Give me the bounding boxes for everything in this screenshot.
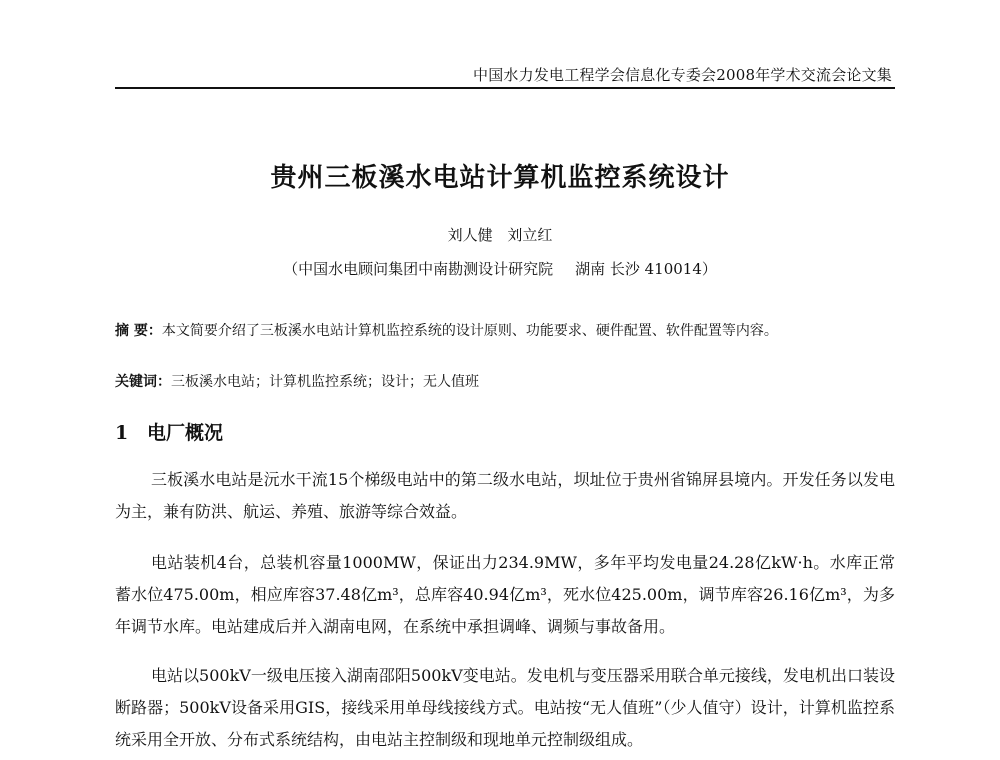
- body-paragraph-3: 电站以500kV一级电压接入湖南邵阳500kV变电站。发电机与变压器采用联合单元接线，发电机出口装设断路器；500kV设备采用GIS，接线采用单母线接线方式。电站按“无人值班”（少人值守）设计，计算机监控系统采用全开放、分布式系统结构，由电站主控制级和现地单元控制级组成。: [115, 666, 895, 749]
- keywords-label: 关键词：: [115, 374, 171, 390]
- keywords: [115, 371, 895, 391]
- running-head: 中国水力发电工程学会信息化专委会2008年学术交流会论文集: [473, 66, 892, 84]
- header-rule: [115, 87, 895, 89]
- section-title: 电厂概况: [147, 422, 224, 444]
- affiliation-org: （中国水电顾问集团中南勘测设计研究院: [283, 260, 554, 278]
- body-paragraph-2: 电站装机4台，总装机容量1000MW，保证出力234.9MW，多年平均发电量24.28亿kW·h。水库正常蓄水位475.00m，相应库容37.48亿m³，总库容40.94亿m³，死水位425.00m，调节库容26.16亿m³，为多年调节水库。电站建成后并入湖南电网，在系统中承担调峰、调频与事故备用。: [115, 553, 895, 636]
- affiliation-location: 湖南 长沙 410014）: [575, 260, 717, 278]
- body-paragraph-1: 三板溪水电站是沅水干流15个梯级电站中的第二级水电站，坝址位于贵州省锦屏县境内。开发任务以发电为主，兼有防洪、航运、养殖、旅游等综合效益。: [115, 470, 895, 521]
- abstract-text: 本文简要介绍了三板溪水电站计算机监控系统的设计原则、功能要求、硬件配置、软件配置等内容。: [161, 323, 778, 339]
- section-heading: [115, 418, 223, 445]
- paper-affiliation: [0, 258, 1000, 279]
- abstract-label: 摘 要：: [115, 323, 162, 339]
- abstract: [115, 320, 895, 340]
- keywords-text: 三板溪水电站；计算机监控系统；设计；无人值班: [171, 374, 479, 390]
- paper-authors: 刘人健 刘立红: [447, 226, 553, 244]
- paper-title: 贵州三板溪水电站计算机监控系统设计: [270, 163, 730, 193]
- section-number: 1: [115, 422, 129, 444]
